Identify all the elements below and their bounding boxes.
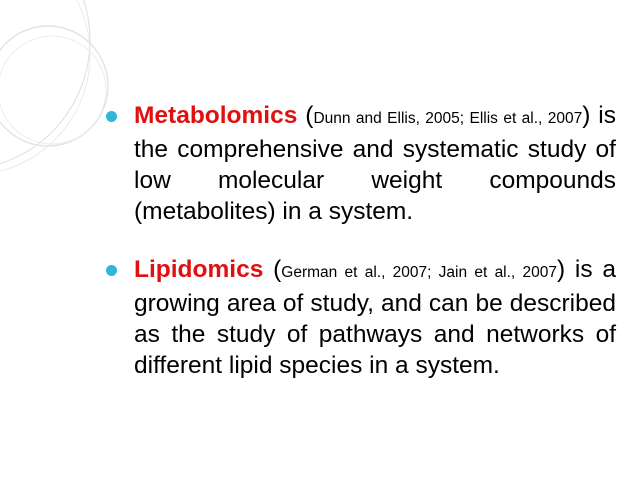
open-paren: ( — [273, 256, 282, 283]
bullet-item-metabolomics — [106, 100, 616, 227]
bullet-dot-icon — [106, 265, 117, 276]
term-lipidomics: Lipidomics — [134, 256, 264, 283]
citation: German et al., 2007; Jain et al., 2007 — [281, 264, 557, 281]
definition-text: is the comprehensive and systematic study of low molecular weight compounds (metabolites) in a system. — [134, 102, 617, 225]
term-metabolomics: Metabolomics — [134, 102, 298, 129]
close-paren: ) — [582, 102, 591, 129]
bullet-item-lipidomics — [106, 254, 616, 381]
close-paren: ) — [556, 256, 566, 283]
bullet-list — [106, 100, 616, 408]
citation: Dunn and Ellis, 2005; Ellis et al., 2007 — [313, 110, 583, 127]
bullet-dot-icon — [106, 111, 117, 122]
open-paren: ( — [305, 102, 314, 129]
decorative-circles — [0, 0, 120, 200]
definition-text: is a growing area of study, and can be described as the study of pathways and networks of different lipid species in a system. — [134, 256, 616, 379]
